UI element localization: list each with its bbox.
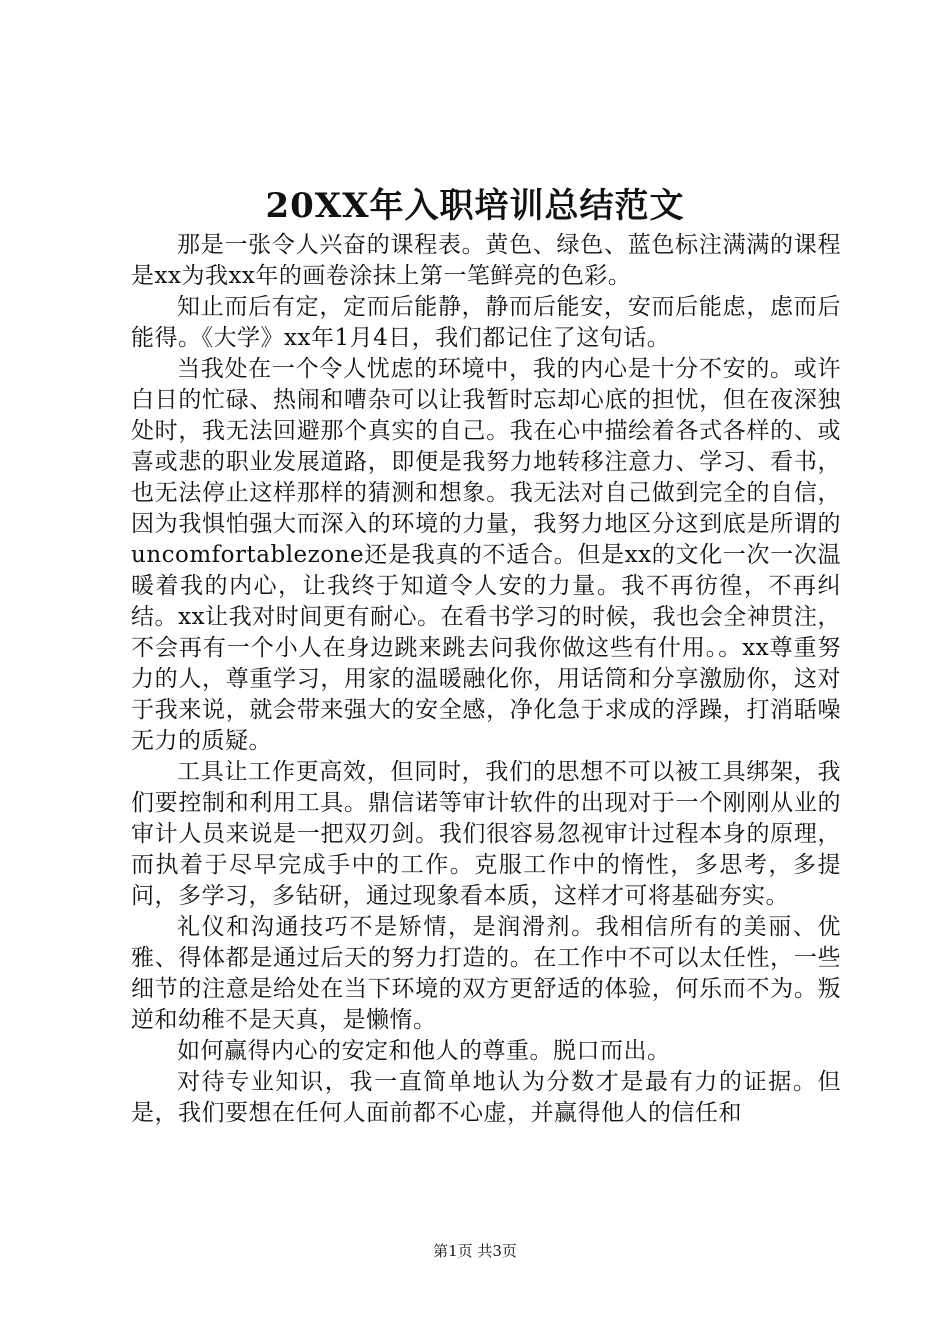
- paragraph: 礼仪和沟通技巧不是矫情，是润滑剂。我相信所有的美丽、优雅、得体都是通过后天的努力打造的。在工作中不可以太任性，一些细节的注意是给处在当下环境的双方更舒适的体验，何乐而不为。叛逆和幼稚不是天真，是懒惰。: [131, 914, 841, 1033]
- document-title: 20XX年入职培训总结范文: [265, 186, 685, 226]
- paragraph: 当我处在一个令人忧虑的环境中，我的内心是十分不安的。或许白日的忙碌、热闹和嘈杂可以让我暂时忘却心底的担忧，但在夜深独处时，我无法回避那个真实的自己。我在心中描绘着各式各样的、或喜或悲的职业发展道路，即便是我努力地转移注意力、学习、看书，也无法停止这样那样的猜测和想象。我无法对自己做到完全的自信，因为我惧怕强大而深入的环境的力量，我努力地区分这到底是所谓的uncomfortablezone还是我真的不适合。但是xx的文化一次一次温暖着我的内心，让我终于知道令人安的力量。我不再彷徨，不再纠结。xx让我对时间更有耐心。在看书学习的时候，我也会全神贯注，不会再有一个小人在身边跳来跳去问我你做这些有什用。。xx尊重努力的人，尊重学习，用家的温暖融化你，用话筒和分享激励你，这对于我来说，就会带来强大的安全感，净化急于求成的浮躁，打消聒噪无力的质疑。: [131, 356, 841, 754]
- page-number-footer: 第1页 共3页: [433, 1242, 517, 1260]
- document-body: [131, 230, 841, 1129]
- paragraph: 如何赢得内心的安定和他人的尊重。脱口而出。: [177, 1038, 671, 1064]
- paragraph: 对待专业知识，我一直简单地认为分数才是最有力的证据。但是，我们要想在任何人面前都不心虚，并赢得他人的信任和: [131, 1069, 841, 1126]
- paragraph: 知止而后有定，定而后能静，静而后能安，安而后能虑，虑而后能得。《大学》xx年1月4日，我们都记住了这句话。: [131, 294, 841, 351]
- paragraph: 工具让工作更高效，但同时，我们的思想不可以被工具绑架，我们要控制和利用工具。鼎信诺等审计软件的出现对于一个刚刚从业的审计人员来说是一把双刃剑。我们很容易忽视审计过程本身的原理，而执着于尽早完成手中的工作。克服工作中的惰性，多思考，多提问，多学习，多钻研，通过现象看本质，这样才可将基础夯实。: [131, 759, 841, 909]
- paragraph: 那是一张令人兴奋的课程表。黄色、绿色、蓝色标注满满的课程是xx为我xx年的画卷涂抹上第一笔鲜亮的色彩。: [131, 232, 841, 289]
